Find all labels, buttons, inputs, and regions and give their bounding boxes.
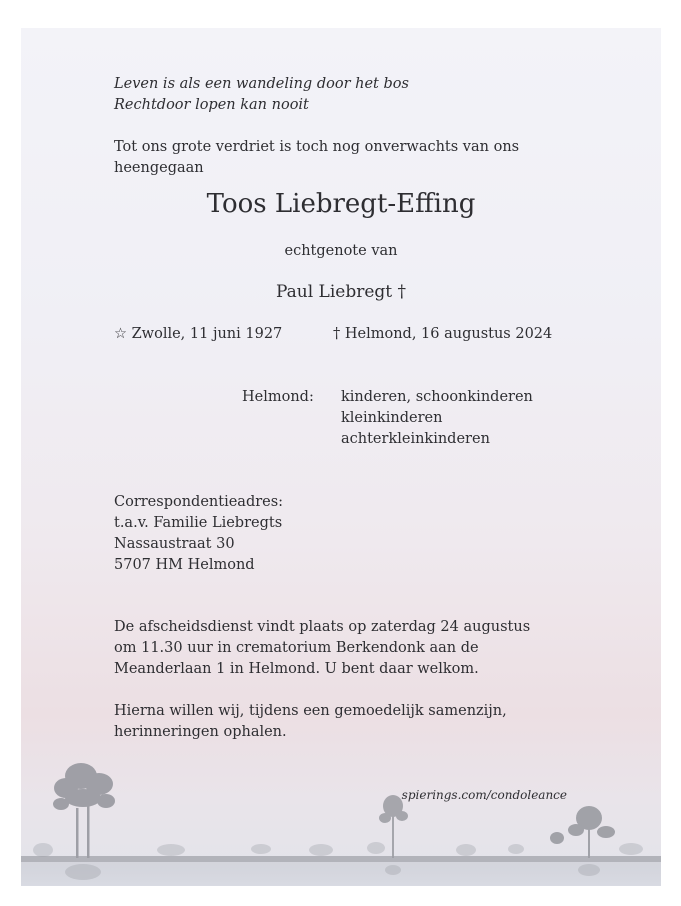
family-line: achterkleinkinderen xyxy=(341,431,490,447)
service-line: De afscheidsdienst vindt plaats op zaterdag 24 augustus xyxy=(114,619,531,635)
intro-line-1: Tot ons grote verdriet is toch nog onverwachts van ons xyxy=(114,139,520,155)
partner-name: Paul Liebregt † xyxy=(275,282,407,302)
birth-info: ☆ Zwolle, 11 juni 1927 xyxy=(114,326,283,342)
family-place: Helmond: xyxy=(242,389,314,405)
correspondence-line: t.a.v. Familie Liebregts xyxy=(114,515,283,531)
correspondence-heading: Correspondentieadres: xyxy=(114,494,284,510)
gathering-line: herinneringen ophalen. xyxy=(114,724,287,740)
motto-line-1: Leven is als een wandeling door het bos xyxy=(114,76,409,92)
misty-landscape-image xyxy=(21,746,661,886)
motto-line-2: Rechtdoor lopen kan nooit xyxy=(114,97,309,113)
death-info: † Helmond, 16 augustus 2024 xyxy=(333,326,553,342)
condolence-url[interactable]: spierings.com/condoleance xyxy=(401,788,567,802)
relation-text: echtgenote van xyxy=(284,243,398,259)
correspondence-line: Nassaustraat 30 xyxy=(114,536,235,552)
service-line: om 11.30 uur in crematorium Berkendonk aan de xyxy=(114,640,479,656)
family-line: kinderen, schoonkinderen xyxy=(341,389,533,405)
correspondence-line: 5707 HM Helmond xyxy=(114,557,255,573)
service-line: Meanderlaan 1 in Helmond. U bent daar welkom. xyxy=(114,661,479,677)
gathering-line: Hierna willen wij, tijdens een gemoedelijk samenzijn, xyxy=(114,703,507,719)
memorial-card xyxy=(21,28,661,886)
deceased-name: Toos Liebregt-Effing xyxy=(206,189,476,219)
family-line: kleinkinderen xyxy=(341,410,443,426)
intro-line-2: heengegaan xyxy=(114,160,204,176)
